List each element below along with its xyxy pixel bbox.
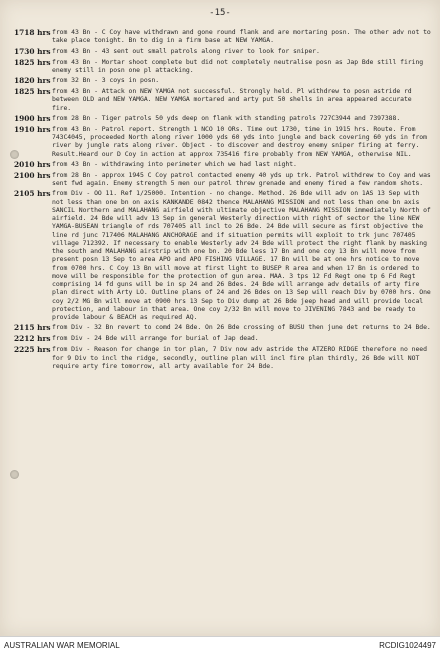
entry-time: 2225 hrs [14,345,51,355]
record-id: RCDIG1024497 [379,641,436,650]
entry-time: 1820 hrs [14,76,51,85]
entry-time: 2115 hrs [14,323,51,333]
entry-time: 2100 hrs [14,170,51,180]
entry-time: 2105 hrs [14,189,51,199]
entry-time: 2212 hrs [14,334,51,344]
log-entry [14,125,434,158]
entry-time: 1825 hrs [14,87,51,96]
log-entry [14,345,434,370]
log-entry [14,334,434,343]
log-entry [14,87,434,112]
archive-footer [0,636,440,654]
entry-time: 1900 hrs [14,113,51,123]
institution-name: AUSTRALIAN WAR MEMORIAL [4,641,120,650]
entry-text: from 43 Bn - Mortar shoot complete but did not completely neutralise posn as Jap Bde still firing enemy still in posn one pl attacking. [52,57,424,74]
entry-text: from 43 Bn - withdrawing into perimeter which we had last night. [52,159,297,168]
log-entry [14,114,434,123]
log-entry [14,76,434,85]
log-entry [14,58,434,75]
log-entry [14,189,434,321]
entry-text: from 43 Bn - Attack on NEW YAMGA not successful. Strongly held. Pl withdrew to posn astride rd between OLD and NEW YAMGA. NEW YAMGA mortared and arty put 50 shells in area appeared accurate fire. [52,87,412,112]
log-entry [14,160,434,169]
log-entry [14,28,434,45]
war-diary-log [14,28,434,372]
entry-text: from Div - 32 Bn revert to comd 24 Bde. On 26 Bde crossing of BUSU then june det returns to 24 Bde. [52,323,431,332]
entry-time: 2010 hrs [14,159,51,169]
punch-hole [10,470,19,479]
log-entry [14,47,434,56]
entry-text: from 28 Bn - approx 1945 C Coy patrol contacted enemy 40 yds up trk. Patrol withdrew to Coy and was sent fwd again. Enemy strength 5 men our patrol threw grenade and enemy fired a few random shots. [52,170,431,187]
entry-time: 1825 hrs [14,57,51,67]
entry-text: from Div - Reason for change in tor plan, 7 Div now adv astride the ATZERO RIDGE therefore no need for 9 Div to incl the ridge, secondly, outline plan will incl fire plan thirdly, 26 Bde will NOT require arty fire tomorrow, all arty available for 24 Bde. [52,345,427,370]
entry-text: from 32 Bn - 3 coys in posn. [52,76,160,84]
log-entry [14,171,434,188]
entry-text: from 43 Bn - C Coy have withdrawn and gone round flank and are mortaring posn. The other adv not to take place tonight. Bn to dig in a firm base at NEW YAMGA. [52,28,431,45]
entry-text: from Div - OO 11. Ref 1/25000. Intention - no change. Method. 26 Bde will adv on 1AS 13 Sep with not less than one bn on axis KANKANDE 0842 thence MALAHANG MISSION and not less than one bn axis SANCIL Northern and MALAHANG airfield with ultimate objective MALAHANG MISSION immediately North of airfield. 24 Bde will adv 13 Sep in general Westerly direction with right of sector the line NEW YAMGA-BUSEAN triangle of rds 707405 all incl to 26 Bde. 24 Bde will secure as first objective the line rd junc 717406 MALAHANG ANCHORAGE and if situation permits will exploit to trk junc 707405 village 712392. If necessary to enable Westerly adv 24 Bde will protect the right flank by masking the south and MALAHANG airstrip with one bn. 20 Bde less 17 Bn and one coy 13 Bn will move from present posn 13 Sep to area APO and APO FISHING VILLAGE. 17 Bn will be at one hrs notice to move from 0700 hrs. C Coy 13 Bn will move at first light to BUSEP R area and when 17 Bn is ordered to move will be responsible for the protection of gun area. MAA. 3 tps 12 Fd Regt one tp 6 Fd Regt comprising 14 fd guns will be in sp 24 and 26 Bdes. 24 Bde will arrange adv details of arty fire plan direct with Arty LO. Outline plans of 24 and 26 Bdes on 13 Sep will reach Div by 0700 hrs. One coy 2/2 MG Bn will move at 0900 hrs 13 Sep to Div dump at 26 Bde jeep head and will provide local protection, and labour in that area. One coy 2/32 Bn will move to JIVENING 7843 and be ready to provide labour & BEACH as required AQ. [52,189,431,321]
entry-text: from Div - 24 Bde will arrange for burial of Jap dead. [52,334,259,343]
entry-text: from 28 Bn - Tiger patrols 50 yds deep on flank with standing patrols 727C3944 and 7397388. [52,113,401,122]
page-number: -15- [209,8,231,18]
entry-text: from 43 Bn - 43 sent out small patrols along river to look for sniper. [52,46,320,55]
entry-time: 1730 hrs [14,46,51,56]
entry-text: from 43 Bn - Patrol report. Strength 1 NCO 10 ORs. Time out 1730, time in 1915 hrs. Route. From 743C4045, proceeded North along river 1000 yds 60 yds into jungle and back covering 60 yds in from river by jungle rats along river. Object - to discover and destroy enemy sniper firing at ferry. Result.Heard our D Coy in action at approx 735416 fire probably from NEW YAMGA, otherwise NIL. [52,124,427,158]
log-entry [14,323,434,332]
entry-time: 1910 hrs [14,124,51,134]
entry-time: 1718 hrs [14,28,51,37]
